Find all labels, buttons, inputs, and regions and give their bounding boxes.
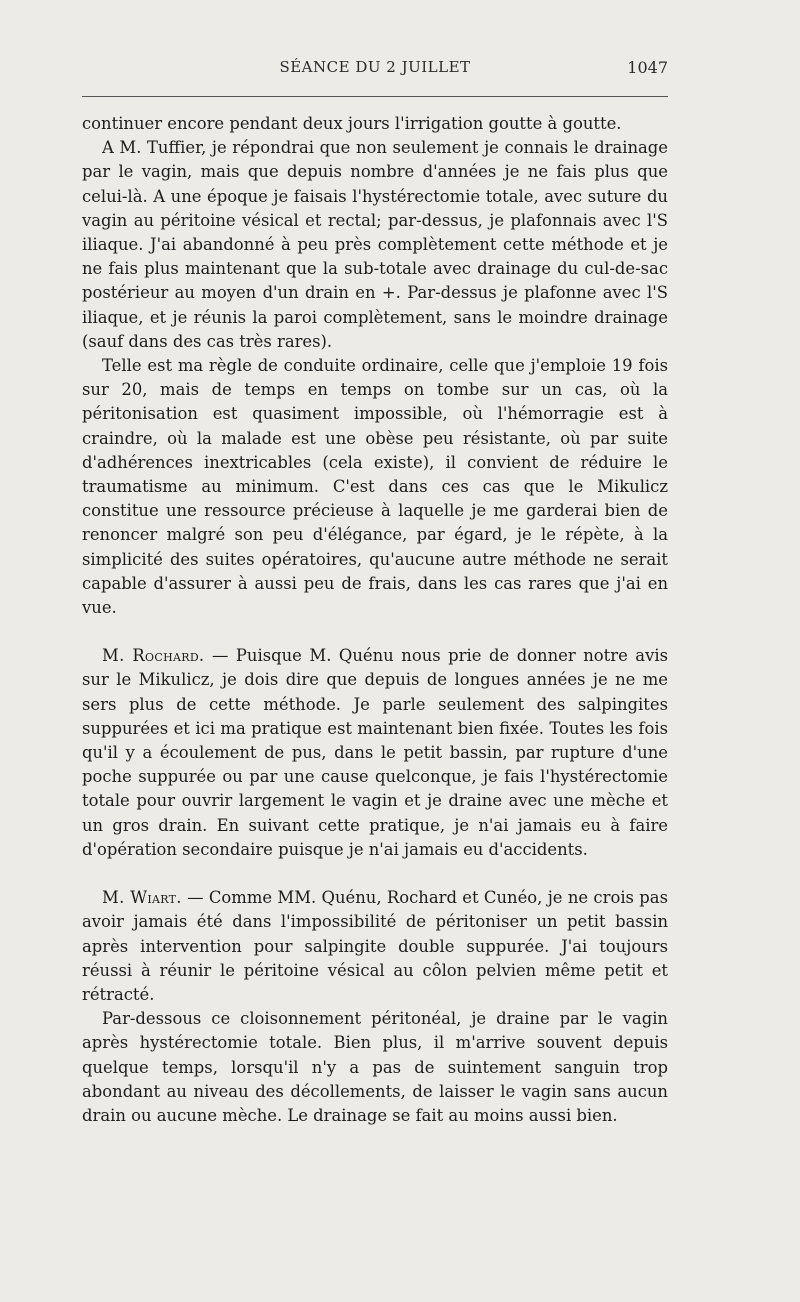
- header-title: SÉANCE DU 2 JUILLET: [279, 58, 471, 76]
- paragraph-text: Telle est ma règle de conduite ordinaire, celle que j'emploie 19 fois sur 20, mais de temps en temps on tombe sur un cas, où la péritonisation est quasiment impossible, où l'hémorragie est à craindre, où la malade est une obèse peu résistante, où par suite d'adhérences inextricables (cela existe), il convient de réduire le traumatisme au minimum. C'est dans ces cas que le Mikulicz constitue une ressource précieuse à laquelle je me garderai bien de renoncer malgré son peu d'élégance, par égard, je le répète, à la simplicité des suites opératoires, qu'aucune autre méthode ne serait capable d'assurer à aussi peu de frais, dans les cas rares que j'ai en vue.: [82, 356, 668, 618]
- paragraph-wiart: [82, 886, 668, 1007]
- paragraph-text: Par-dessous ce cloisonnement péritonéal, je draine par le vagin après hystérectomie totale. Bien plus, il m'arrive souvent depuis quelque temps, lorsqu'il n'y a pas de suintement sanguin trop abondant au niveau des décollements, de laisser le vagin sans aucun drain ou aucune mèche. Le drainage se fait au moins aussi bien.: [82, 1009, 668, 1125]
- running-header: [82, 52, 668, 82]
- paragraph: [82, 136, 668, 354]
- paragraph: [82, 1007, 668, 1128]
- paragraph-rochard: [82, 644, 668, 862]
- paragraph-text: — Comme MM. Quénu, Rochard et Cunéo, je ne crois pas avoir jamais été dans l'impossibilité de péritoniser un petit bassin après intervention pour salpingite double suppurée. J'ai toujours réussi à réunir le péritoine vésical au côlon pelvien même petit et rétracté.: [82, 888, 668, 1004]
- header-rule: [82, 96, 668, 97]
- paragraph-text: — Puisque M. Quénu nous prie de donner notre avis sur le Mikulicz, je dois dire que depuis de longues années je ne me sers plus de cette méthode. Je parle seulement des salpingites suppurées et ici ma pratique est maintenant bien fixée. Toutes les fois qu'il y a écoulement de pus, dans le petit bassin, par rupture d'une poche suppurée ou par une cause quelconque, je fais l'hystérectomie totale pour ouvrir largement le vagin et je draine avec une mèche et un gros drain. En suivant cette pratique, je n'ai jamais eu à faire d'opération secondaire puisque je n'ai jamais eu d'accidents.: [82, 646, 668, 859]
- speaker-name: M. Wiart.: [102, 888, 182, 908]
- speaker-name: M. Rochard.: [102, 646, 205, 666]
- paragraph: [82, 354, 668, 620]
- paragraph-text: A M. Tuffier, je répondrai que non seulement je connais le drainage par le vagin, mais que depuis nombre d'années je ne fais plus que celui-là. A une époque je faisais l'hystérectomie totale, avec suture du vagin au péritoine vésical et rectal; par-dessus, je plafonnais avec l'S iliaque. J'ai abandonné à peu près complètement cette méthode et je ne fais plus maintenant que la sub-totale avec drainage du cul-de-sac postérieur au moyen d'un drain en +. Par-dessus je plafonne avec l'S iliaque, et je réunis la paroi complètement, sans le moindre drainage (sauf dans des cas très rares).: [82, 138, 668, 351]
- paragraph-text: continuer encore pendant deux jours l'irrigation goutte à goutte.: [82, 114, 622, 133]
- page-number: 1047: [627, 58, 668, 77]
- body-text: [82, 112, 668, 1128]
- paragraph: [82, 112, 668, 136]
